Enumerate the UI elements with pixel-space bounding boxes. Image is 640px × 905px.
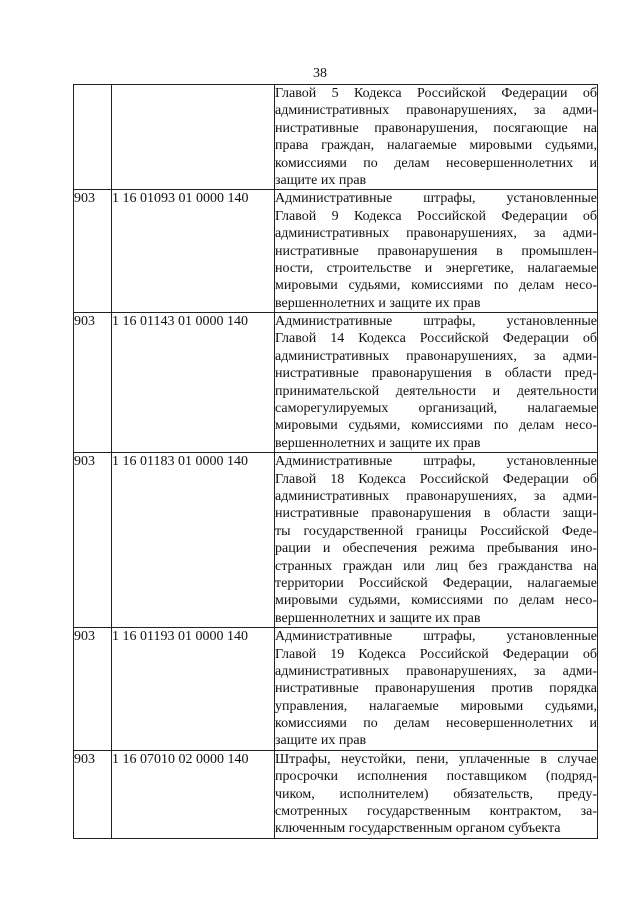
description-line: рации и обеспечения режима пребывания ино-	[275, 541, 597, 557]
description-line: Штрафы, неустойки, пени, уплаченные в случае	[275, 751, 597, 767]
table-row	[74, 628, 598, 751]
description-line: административных правонарушениях, за адми-	[275, 226, 597, 242]
description-line: странных граждан или лиц без гражданства на	[275, 558, 597, 574]
description-line: нистративные правонарушения в области защи-	[275, 506, 597, 522]
table-row	[74, 750, 598, 838]
description-line: административных правонарушениях, за адми-	[275, 488, 597, 504]
description-line: права граждан, налагаемые мировыми судьями,	[275, 138, 597, 154]
description-line: комиссиями по делам несовершеннолетних и	[275, 155, 597, 171]
budget-code-table	[73, 84, 598, 839]
revenue-description-cell	[275, 628, 598, 751]
description-line: просрочки исполнения поставщиком (подряд-	[275, 769, 597, 785]
description-line: смотренных государственным контрактом, за-	[275, 804, 597, 820]
description-line: ключенным государственным органом субъекта	[275, 821, 561, 837]
table-row	[74, 313, 598, 453]
admin-code-cell: 903	[74, 313, 112, 453]
description-line: мировыми судьями, комиссиями по делам несо-	[275, 593, 597, 609]
revenue-description-cell	[275, 85, 598, 190]
description-line: нистративные правонарушения в промышлен-	[275, 243, 597, 259]
budget-classification-code-cell: 1 16 01093 01 0000 140	[112, 190, 275, 313]
budget-classification-code-cell: 1 16 07010 02 0000 140	[112, 750, 275, 838]
description-line: Главой 5 Кодекса Российской Федерации об	[275, 86, 597, 101]
description-line: территории Российской Федерации, налагаемые	[275, 575, 597, 591]
description-line: защите их прав	[275, 733, 367, 749]
description-line: саморегулируемых организаций, налагаемые	[275, 401, 597, 417]
description-line: вершеннолетних и защите их прав	[275, 610, 481, 626]
description-line: Административные штрафы, установленные	[275, 454, 597, 470]
description-line: комиссиями по делам несовершеннолетних и	[275, 716, 597, 732]
description-line: Главой 18 Кодекса Российской Федерации об	[275, 471, 597, 487]
description-line: вершеннолетних и защите их прав	[275, 435, 481, 451]
admin-code-cell: 903	[74, 190, 112, 313]
description-line: мировыми судьями, комиссиями по делам несо-	[275, 278, 597, 294]
budget-classification-code-cell: 1 16 01183 01 0000 140	[112, 453, 275, 628]
description-line: вершеннолетних и защите их прав	[275, 295, 481, 311]
budget-classification-code-cell: 1 16 01193 01 0000 140	[112, 628, 275, 751]
budget-classification-code-cell: 1 16 01143 01 0000 140	[112, 313, 275, 453]
description-line: нистративные правонарушения, посягающие на	[275, 120, 597, 136]
description-line: управления, налагаемые мировыми судьями,	[275, 698, 597, 714]
table-body	[74, 85, 598, 839]
description-line: административных правонарушениях, за адми-	[275, 663, 597, 679]
description-line: ты государственной границы Российской Феде-	[275, 523, 597, 539]
description-line: административных правонарушениях, за адми-	[275, 103, 597, 119]
description-line: чиком, исполнителем) обязательств, преду-	[275, 786, 597, 802]
description-line: ности, строительстве и энергетике, налагаемые	[275, 260, 597, 276]
description-line: защите их прав	[275, 172, 367, 188]
description-line: Административные штрафы, установленные	[275, 191, 597, 207]
description-line: Главой 19 Кодекса Российской Федерации об	[275, 646, 597, 662]
page-number: 38	[313, 66, 327, 81]
description-line: Главой 14 Кодекса Российской Федерации об	[275, 331, 597, 347]
revenue-description-cell	[275, 750, 598, 838]
description-line: принимательской деятельности и деятельности	[275, 383, 597, 399]
description-line: Административные штрафы, установленные	[275, 629, 597, 645]
description-line: административных правонарушениях, за адми-	[275, 348, 597, 364]
description-line: Административные штрафы, установленные	[275, 314, 597, 330]
admin-code-cell: 903	[74, 628, 112, 751]
revenue-description-cell	[275, 313, 598, 453]
description-line: нистративные правонарушения в области пред-	[275, 366, 597, 382]
description-line: мировыми судьями, комиссиями по делам несо-	[275, 418, 597, 434]
table-row	[74, 190, 598, 313]
table-row	[74, 453, 598, 628]
admin-code-cell	[74, 85, 112, 190]
admin-code-cell: 903	[74, 453, 112, 628]
table-row	[74, 85, 598, 190]
revenue-description-cell	[275, 453, 598, 628]
description-line: Главой 9 Кодекса Российской Федерации об	[275, 208, 597, 224]
description-line: нистративные правонарушения против порядка	[275, 681, 597, 697]
budget-classification-code-cell	[112, 85, 275, 190]
revenue-description-cell	[275, 190, 598, 313]
admin-code-cell: 903	[74, 750, 112, 838]
